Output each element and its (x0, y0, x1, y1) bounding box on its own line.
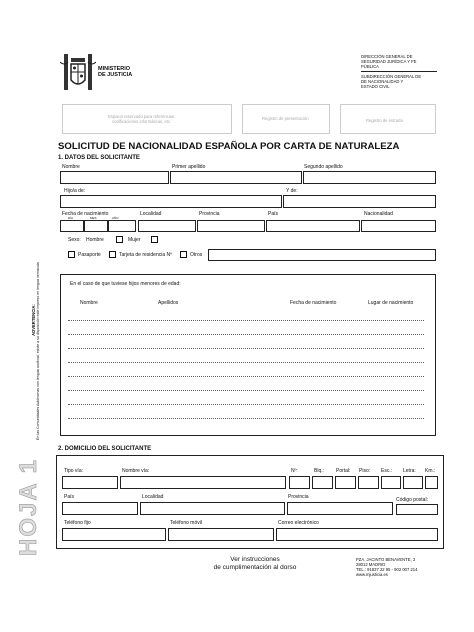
numero-label: Nº: (291, 468, 298, 474)
provincia-label: Provincia (199, 211, 220, 217)
hombre-checkbox[interactable] (116, 236, 123, 243)
domicilio-localidad-label: Localidad (142, 494, 164, 500)
domicilio-provincia-label: Provincia (288, 494, 309, 500)
segundo-apellido-label: Segundo apellido (304, 164, 343, 170)
hijos-intro-text: En el caso de que tuviese hijos menores de edad: (70, 281, 181, 287)
mes-label: MES (90, 216, 97, 220)
hijo-row-line-4[interactable] (68, 362, 424, 363)
pasaporte-checkbox[interactable] (68, 251, 75, 258)
hijo-row-line-3[interactable] (68, 348, 424, 349)
telefono-fijo-label: Teléfono fijo (64, 520, 91, 526)
ministry-name: MINISTERIO DE JUSTICIA (98, 66, 133, 78)
direction-block: DIRECCIÓN GENERAL DE SEGURIDAD JURÍDICA Y FE PÚBLICA SUBDIRECCIÓN GENERAL DE DE NACIONALIDAD Y ESTADO CIVIL (361, 54, 437, 89)
reserved-space-text: Espacio reservado para referencias, codificaciones informáticas, etc. (108, 114, 176, 124)
pais-nacimiento-input[interactable] (266, 220, 360, 232)
bloque-input[interactable] (312, 476, 333, 489)
anio-label: AÑO (112, 216, 119, 220)
instructions-note: Ver instrucciones de cumplimentación al dorso (213, 556, 297, 571)
pais-label: País (268, 211, 279, 217)
side-notice: ADVERTENCIA: En las Comunidades Autónomas con lengua cooficial, existe a su disposición este impreso en lengua vernácula (31, 262, 40, 440)
hombre-label: Hombre (86, 237, 104, 243)
col-nombre-header: Nombre (80, 300, 98, 306)
letra-input[interactable] (403, 476, 423, 489)
correo-label: Correo electrónico (278, 520, 319, 526)
section2-heading: 2. DOMICILIO DEL SOLICITANTE (58, 446, 152, 452)
provincia-nacimiento-input[interactable] (197, 220, 265, 232)
otros-checkbox[interactable] (180, 251, 187, 258)
nombre-via-label: Nombre vía: (122, 468, 150, 474)
hijo-row-line-5[interactable] (68, 376, 424, 377)
otros-label: Otros (190, 252, 203, 258)
tipo-via-input[interactable] (62, 476, 118, 489)
fecha-mes-input[interactable] (84, 220, 108, 232)
col-apellidos-header: Apellidos (158, 300, 179, 306)
section1-heading: 1. DATOS DEL SOLICITANTE (58, 155, 140, 161)
numero-input[interactable] (289, 476, 310, 489)
pasaporte-label: Pasaporte (78, 252, 101, 258)
segundo-apellido-input[interactable] (303, 171, 436, 184)
bloque-label: Blq.: (314, 468, 325, 474)
documento-numero-input[interactable] (208, 249, 436, 261)
letra-label: Letra: (403, 468, 416, 474)
piso-input[interactable] (358, 476, 379, 489)
nombre-label: Nombre (62, 164, 80, 170)
domicilio-provincia-input[interactable] (287, 502, 393, 515)
hijo-de-label: Hijo/a de: (64, 188, 86, 194)
tarjeta-residencia-checkbox[interactable] (109, 251, 116, 258)
nombre-via-input[interactable] (120, 476, 286, 489)
escalera-label: Esc.: (381, 468, 393, 474)
y-de-label: Y de: (286, 188, 298, 194)
mujer-checkbox[interactable] (151, 236, 158, 243)
y-de-input[interactable] (283, 195, 436, 208)
tarjeta-residencia-label: Tarjeta de residencia Nº (119, 252, 172, 258)
portal-label: Portal: (336, 468, 351, 474)
primer-apellido-input[interactable] (170, 171, 302, 184)
hijo-row-line-2[interactable] (68, 334, 424, 335)
localidad-nacimiento-input[interactable] (138, 220, 196, 232)
localidad-label: Localidad (140, 211, 162, 217)
dia-label: DÍA (68, 216, 74, 220)
piso-label: Piso: (359, 468, 371, 474)
km-input[interactable] (425, 476, 438, 489)
telefono-fijo-input[interactable] (62, 528, 166, 541)
codigo-postal-label: Código postal: (396, 497, 428, 503)
fecha-nacimiento-label: Fecha de nacimiento (62, 211, 109, 217)
col-fecha-header: Fecha de nacimiento (290, 300, 337, 306)
km-label: Km.: (425, 468, 436, 474)
hijo-row-line-7[interactable] (68, 404, 424, 405)
domicilio-localidad-input[interactable] (140, 502, 285, 515)
hoja-label: HOJA 1 (15, 458, 42, 556)
mujer-label: Mujer (128, 237, 141, 243)
sexo-label: Sexo: (68, 237, 81, 243)
primer-apellido-label: Primer apellido (172, 164, 206, 170)
domicilio-pais-input[interactable] (62, 502, 138, 515)
ministry-address: PZA. JACINTO BENAVENTE, 3 28012 MADRID TEL.: 91837 22 95 - 902 007 214 www.mjusticia.es (356, 557, 418, 577)
hijo-row-line-1[interactable] (68, 320, 424, 321)
registro-entrada-label: Registro de entrada (366, 118, 403, 123)
escalera-input[interactable] (381, 476, 401, 489)
hijo-de-input[interactable] (60, 195, 282, 208)
codigo-postal-input[interactable] (396, 504, 438, 515)
nombre-input[interactable] (60, 171, 169, 184)
nacionalidad-label: Nacionalidad (364, 211, 393, 217)
telefono-movil-label: Teléfono móvil (170, 520, 202, 526)
tipo-via-label: Tipo vía: (64, 468, 83, 474)
form-title: SOLICITUD DE NACIONALIDAD ESPAÑOLA POR CARTA DE NATURALEZA (58, 141, 400, 152)
col-lugar-header: Lugar de nacimiento (368, 300, 414, 306)
hijos-menores-box (60, 274, 436, 436)
fecha-dia-input[interactable] (60, 220, 84, 232)
hijo-row-line-8[interactable] (68, 418, 424, 419)
registro-presentacion-label: Registro de presentación (262, 116, 309, 121)
domicilio-pais-label: País (64, 494, 75, 500)
hijo-row-line-6[interactable] (68, 390, 424, 391)
coat-of-arms-icon (60, 52, 96, 94)
fecha-anio-input[interactable] (108, 220, 136, 232)
portal-input[interactable] (335, 476, 356, 489)
telefono-movil-input[interactable] (168, 528, 274, 541)
nacionalidad-input[interactable] (361, 220, 436, 232)
correo-input[interactable] (276, 528, 438, 541)
